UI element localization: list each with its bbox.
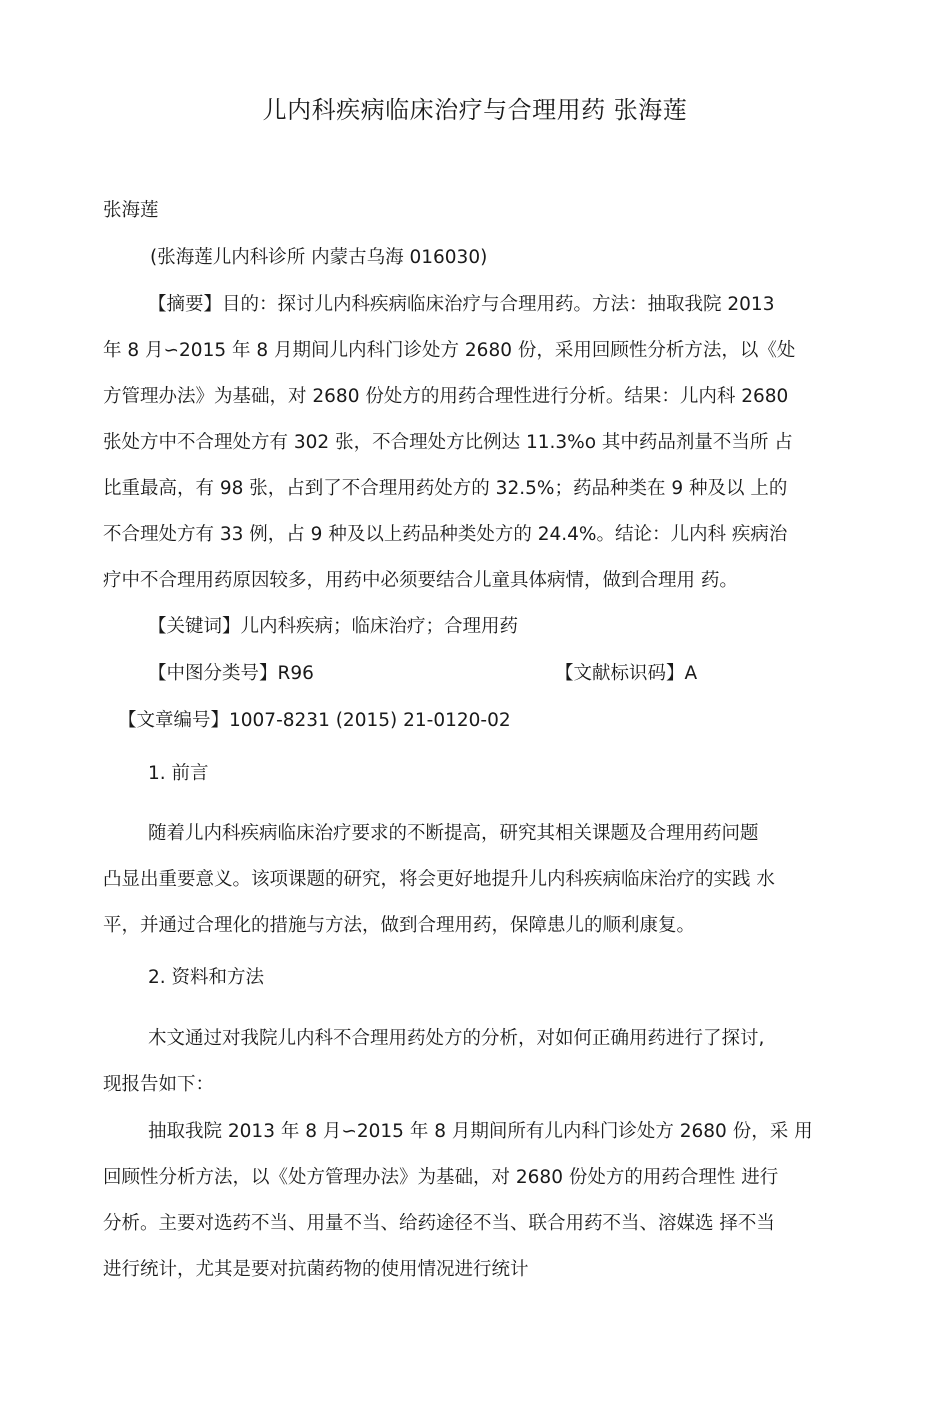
author-affiliation: (张海莲儿内科诊所 内蒙古乌海 016030) [150, 247, 488, 268]
paragraph-line: 进行统计，尤其是要对抗菌药物的使用情况进行统计 [103, 1259, 529, 1280]
paragraph-line: 分析。主要对选药不当、用量不当、给药途径不当、联合用药不当、溶媒选 择不当 [103, 1213, 775, 1234]
abstract-line: 年 8 月∽2015 年 8 月期间儿内科门诊处方 2680 份，采用回顾性分析方法，以《处 [103, 340, 796, 361]
abstract-line: 【摘要】目的：探讨儿内科疾病临床治疗与合理用药。方法：抽取我院 2013 [148, 294, 775, 315]
paragraph-line: 回顾性分析方法，以《处方管理办法》为基础，对 2680 份处方的用药合理性 进行 [103, 1167, 779, 1188]
abstract-line: 比重最高，有 98 张，占到了不合理用药处方的 32.5%；药品种类在 9 种及以 上的 [103, 478, 788, 499]
section-heading: 2. 资料和方法 [148, 967, 265, 988]
paragraph-line: 随着儿内科疾病临床治疗要求的不断提高，研究其相关课题及合理用药问题 [148, 823, 759, 844]
paragraph-line: 抽取我院 2013 年 8 月∽2015 年 8 月期间所有儿内科门诊处方 2680 份，采 用 [148, 1121, 813, 1142]
author-name: 张海莲 [103, 200, 159, 221]
article-number: 【文章编号】1007-8231 (2015) 21-0120-02 [118, 710, 511, 731]
paragraph-line: 凸显出重要意义。该项课题的研究，将会更好地提升儿内科疾病临床治疗的实践 水 [103, 869, 775, 890]
abstract-line: 疗中不合理用药原因较多，用药中必须要结合儿童具体病情，做到合理用 药。 [103, 570, 738, 591]
abstract-line: 方管理办法》为基础，对 2680 份处方的用药合理性进行分析。结果：儿内科 2680 [103, 386, 789, 407]
abstract-line: 不合理处方有 33 例，占 9 种及以上药品种类处方的 24.4%。结论：儿内科 疾病治 [103, 524, 788, 545]
document-title: 儿内科疾病临床治疗与合理用药 张海莲 [262, 96, 688, 124]
paragraph-line: 现报告如下： [103, 1074, 215, 1095]
document-code: 【文献标识码】A [555, 663, 698, 684]
paragraph-line: 平，并通过合理化的措施与方法，做到合理用药，保障患儿的顺利康复。 [103, 915, 696, 936]
section-heading: 1. 前言 [148, 763, 209, 784]
keywords: 【关键词】儿内科疾病；临床治疗；合理用药 [148, 616, 519, 637]
abstract-line: 张处方中不合理处方有 302 张，不合理处方比例达 11.3%o 其中药品剂量不当所 占 [103, 432, 793, 453]
paragraph-line: 木文通过对我院儿内科不合理用药处方的分析，对如何正确用药进行了探讨, [148, 1028, 765, 1049]
clc-number: 【中图分类号】R96 [148, 663, 314, 684]
